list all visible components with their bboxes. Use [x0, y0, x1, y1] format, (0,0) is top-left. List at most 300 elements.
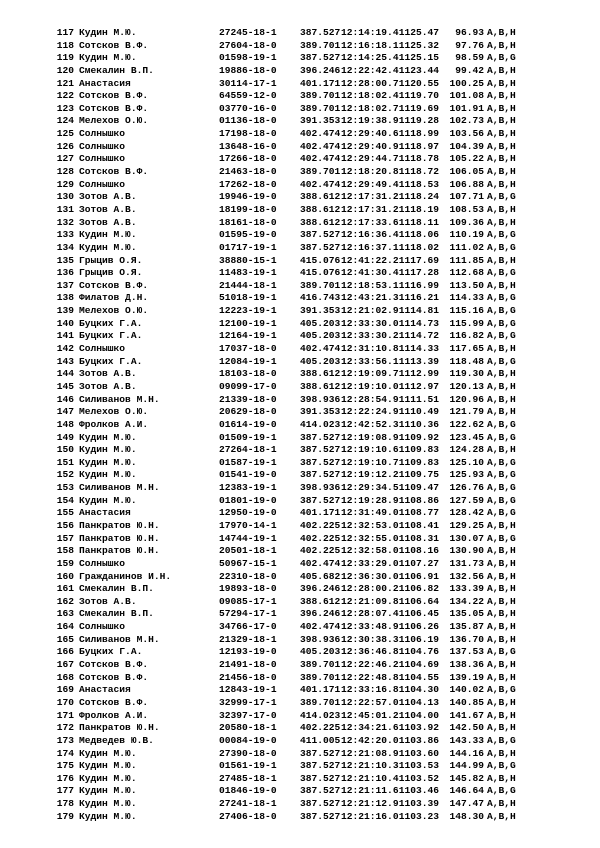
- speed-value: 1116.99: [398, 279, 439, 291]
- participant-name: Гражданинов И.Н.: [79, 570, 172, 582]
- rank-number: 145: [56, 380, 74, 392]
- rank-number: 156: [56, 519, 74, 531]
- table-row: [0, 482, 600, 495]
- coefficient-value: 130.07: [449, 532, 484, 544]
- ring-code: 21491-18-0: [219, 659, 277, 671]
- coefficient-value: 125.93: [449, 469, 484, 481]
- rank-number: 159: [56, 557, 74, 569]
- table-row: [0, 811, 600, 824]
- distance-value: 402.474: [300, 153, 341, 165]
- table-row: [0, 608, 600, 621]
- coefficient-value: 115.99: [449, 317, 484, 329]
- ring-code: 34766-17-0: [219, 621, 277, 633]
- arrival-time: 12:28:00.7: [341, 77, 399, 89]
- coefficient-value: 107.71: [449, 191, 484, 203]
- speed-value: 1103.46: [398, 785, 439, 797]
- arrival-time: 12:41:22.2: [341, 254, 399, 266]
- speed-value: 1103.92: [398, 722, 439, 734]
- speed-value: 1114.33: [398, 343, 439, 355]
- coefficient-value: 116.82: [449, 330, 484, 342]
- distance-value: 389.701: [300, 166, 341, 178]
- ring-code: 18103-18-0: [219, 368, 277, 380]
- coefficient-value: 144.99: [449, 760, 484, 772]
- distance-value: 396.246: [300, 64, 341, 76]
- category-flags: A,B,H: [487, 140, 516, 152]
- table-row: [0, 785, 600, 798]
- category-flags: A,B,H: [487, 747, 516, 759]
- participant-name: Панкратов Ю.Н.: [79, 532, 160, 544]
- coefficient-value: 142.50: [449, 722, 484, 734]
- ring-code: 11483-19-1: [219, 267, 277, 279]
- table-row: [0, 292, 600, 305]
- speed-value: 1103.86: [398, 734, 439, 746]
- arrival-time: 12:21:12.9: [341, 798, 399, 810]
- participant-name: Смекалин В.П.: [79, 583, 154, 595]
- speed-value: 1104.69: [398, 659, 439, 671]
- category-flags: A,B,G: [487, 646, 516, 658]
- speed-value: 1103.52: [398, 772, 439, 784]
- category-flags: A,B,H: [487, 64, 516, 76]
- rank-number: 167: [56, 659, 74, 671]
- arrival-time: 12:34:21.6: [341, 722, 399, 734]
- rank-number: 168: [56, 671, 74, 683]
- category-flags: A,B,G: [487, 191, 516, 203]
- arrival-time: 12:29:44.7: [341, 153, 399, 165]
- table-row: [0, 267, 600, 280]
- ring-code: 19893-18-0: [219, 583, 277, 595]
- category-flags: A,B,G: [487, 317, 516, 329]
- category-flags: A,B,G: [487, 532, 516, 544]
- ring-code: 27485-18-1: [219, 772, 277, 784]
- table-row: [0, 65, 600, 78]
- speed-value: 1108.86: [398, 494, 439, 506]
- ring-code: 51018-19-1: [219, 292, 277, 304]
- distance-value: 387.527: [300, 469, 341, 481]
- distance-value: 389.701: [300, 90, 341, 102]
- table-row: [0, 280, 600, 293]
- category-flags: A,B,H: [487, 557, 516, 569]
- table-row: [0, 735, 600, 748]
- ring-code: 01801-19-0: [219, 494, 277, 506]
- speed-value: 1118.24: [398, 191, 439, 203]
- category-flags: A,B,H: [487, 393, 516, 405]
- table-row: [0, 153, 600, 166]
- category-flags: A,B,H: [487, 570, 516, 582]
- rank-number: 179: [56, 810, 74, 822]
- participant-name: Солнышко: [79, 557, 126, 569]
- arrival-time: 12:28:54.9: [341, 393, 399, 405]
- participant-name: Солнышко: [79, 153, 126, 165]
- coefficient-value: 128.42: [449, 507, 484, 519]
- ring-code: 12164-19-1: [219, 330, 277, 342]
- speed-value: 1118.72: [398, 166, 439, 178]
- rank-number: 166: [56, 646, 74, 658]
- coefficient-value: 141.67: [449, 709, 484, 721]
- category-flags: A,B,H: [487, 621, 516, 633]
- table-row: [0, 115, 600, 128]
- rank-number: 157: [56, 532, 74, 544]
- ring-code: 20629-18-0: [219, 406, 277, 418]
- arrival-time: 12:32:58.0: [341, 545, 399, 557]
- coefficient-value: 134.22: [449, 595, 484, 607]
- speed-value: 1104.55: [398, 671, 439, 683]
- arrival-time: 12:22:46.2: [341, 659, 399, 671]
- participant-name: Грыцив О.Я.: [79, 254, 143, 266]
- table-row: [0, 356, 600, 369]
- rank-number: 147: [56, 406, 74, 418]
- ring-code: 57294-17-1: [219, 608, 277, 620]
- ring-code: 01136-18-0: [219, 115, 277, 127]
- coefficient-value: 114.33: [449, 292, 484, 304]
- rank-number: 164: [56, 621, 74, 633]
- ring-code: 12100-19-1: [219, 317, 277, 329]
- rank-number: 134: [56, 241, 74, 253]
- rank-number: 120: [56, 64, 74, 76]
- distance-value: 387.527: [300, 444, 341, 456]
- coefficient-value: 121.79: [449, 406, 484, 418]
- participant-name: Сотсков В.Ф.: [79, 39, 149, 51]
- speed-value: 1108.31: [398, 532, 439, 544]
- category-flags: A,B,H: [487, 519, 516, 531]
- speed-value: 1103.39: [398, 798, 439, 810]
- speed-value: 1109.83: [398, 456, 439, 468]
- coefficient-value: 127.59: [449, 494, 484, 506]
- category-flags: A,B,G: [487, 456, 516, 468]
- category-flags: A,B,H: [487, 595, 516, 607]
- table-row: [0, 722, 600, 735]
- table-row: [0, 558, 600, 571]
- speed-value: 1106.64: [398, 595, 439, 607]
- ring-code: 18199-18-0: [219, 203, 277, 215]
- coefficient-value: 140.02: [449, 684, 484, 696]
- ring-code: 12950-19-0: [219, 507, 277, 519]
- ring-code: 17970-14-1: [219, 519, 277, 531]
- rank-number: 142: [56, 343, 74, 355]
- speed-value: 1114.72: [398, 330, 439, 342]
- table-row: [0, 343, 600, 356]
- speed-value: 1118.06: [398, 229, 439, 241]
- distance-value: 398.936: [300, 633, 341, 645]
- rank-number: 174: [56, 747, 74, 759]
- speed-value: 1106.26: [398, 621, 439, 633]
- rank-number: 124: [56, 115, 74, 127]
- coefficient-value: 108.53: [449, 203, 484, 215]
- speed-value: 1106.19: [398, 633, 439, 645]
- coefficient-value: 124.28: [449, 444, 484, 456]
- arrival-time: 12:36:30.0: [341, 570, 399, 582]
- table-row: [0, 571, 600, 584]
- rank-number: 158: [56, 545, 74, 557]
- participant-name: Кудин М.Ю.: [79, 494, 137, 506]
- participant-name: Силиванов М.Н.: [79, 482, 160, 494]
- distance-value: 388.612: [300, 368, 341, 380]
- arrival-time: 12:22:48.8: [341, 671, 399, 683]
- table-row: [0, 748, 600, 761]
- coefficient-value: 101.91: [449, 102, 484, 114]
- table-row: [0, 166, 600, 179]
- category-flags: A,B,H: [487, 27, 516, 38]
- category-flags: A,B,H: [487, 254, 516, 266]
- category-flags: A,B,G: [487, 418, 516, 430]
- table-row: [0, 545, 600, 558]
- category-flags: A,B,G: [487, 469, 516, 481]
- speed-value: 1119.69: [398, 102, 439, 114]
- ring-code: 12383-19-1: [219, 482, 277, 494]
- distance-value: 405.203: [300, 330, 341, 342]
- distance-value: 391.353: [300, 115, 341, 127]
- category-flags: A,B,H: [487, 343, 516, 355]
- distance-value: 391.353: [300, 406, 341, 418]
- coefficient-value: 146.64: [449, 785, 484, 797]
- coefficient-value: 129.25: [449, 519, 484, 531]
- rank-number: 173: [56, 734, 74, 746]
- ring-code: 01595-19-0: [219, 229, 277, 241]
- ring-code: 20501-18-1: [219, 545, 277, 557]
- coefficient-value: 132.56: [449, 570, 484, 582]
- coefficient-value: 106.88: [449, 178, 484, 190]
- distance-value: 402.225: [300, 519, 341, 531]
- table-row: [0, 78, 600, 91]
- speed-value: 1118.99: [398, 128, 439, 140]
- speed-value: 1117.69: [398, 254, 439, 266]
- rank-number: 126: [56, 140, 74, 152]
- coefficient-value: 144.16: [449, 747, 484, 759]
- distance-value: 387.527: [300, 785, 341, 797]
- rank-number: 123: [56, 102, 74, 114]
- arrival-time: 12:16:37.1: [341, 241, 399, 253]
- distance-value: 387.527: [300, 241, 341, 253]
- coefficient-value: 119.30: [449, 368, 484, 380]
- category-flags: A,B,H: [487, 380, 516, 392]
- arrival-time: 12:33:56.1: [341, 355, 399, 367]
- coefficient-value: 109.36: [449, 216, 484, 228]
- table-row: [0, 90, 600, 103]
- rank-number: 178: [56, 798, 74, 810]
- category-flags: A,B,G: [487, 482, 516, 494]
- rank-number: 129: [56, 178, 74, 190]
- category-flags: A,B,H: [487, 772, 516, 784]
- rank-number: 152: [56, 469, 74, 481]
- participant-name: Кудин М.Ю.: [79, 52, 137, 64]
- distance-value: 402.474: [300, 140, 341, 152]
- rank-number: 138: [56, 292, 74, 304]
- distance-value: 401.171: [300, 684, 341, 696]
- participant-name: Кудин М.Ю.: [79, 241, 137, 253]
- participant-name: Кудин М.Ю.: [79, 810, 137, 822]
- distance-value: 387.527: [300, 456, 341, 468]
- coefficient-value: 96.93: [455, 27, 484, 38]
- speed-value: 1109.92: [398, 431, 439, 443]
- arrival-time: 12:22:24.9: [341, 406, 399, 418]
- coefficient-value: 111.02: [449, 241, 484, 253]
- table-row: [0, 621, 600, 634]
- participant-name: Анастасия: [79, 507, 131, 519]
- distance-value: 387.527: [300, 760, 341, 772]
- category-flags: A,B,H: [487, 633, 516, 645]
- coefficient-value: 117.65: [449, 343, 484, 355]
- participant-name: Сотсков В.Ф.: [79, 90, 149, 102]
- participant-name: Мелехов О.Ю.: [79, 406, 149, 418]
- rank-number: 143: [56, 355, 74, 367]
- coefficient-value: 148.30: [449, 810, 484, 822]
- speed-value: 1118.78: [398, 153, 439, 165]
- category-flags: A,B,H: [487, 216, 516, 228]
- arrival-time: 12:14:19.4: [341, 27, 399, 38]
- category-flags: A,B,H: [487, 178, 516, 190]
- category-flags: A,B,H: [487, 39, 516, 51]
- participant-name: Фролков А.И.: [79, 709, 149, 721]
- rank-number: 162: [56, 595, 74, 607]
- table-row: [0, 710, 600, 723]
- rank-number: 140: [56, 317, 74, 329]
- distance-value: 387.527: [300, 810, 341, 822]
- coefficient-value: 143.33: [449, 734, 484, 746]
- ring-code: 13648-16-0: [219, 140, 277, 152]
- coefficient-value: 120.13: [449, 380, 484, 392]
- speed-value: 1118.19: [398, 203, 439, 215]
- ring-code: 12223-19-1: [219, 305, 277, 317]
- arrival-time: 12:17:33.6: [341, 216, 399, 228]
- distance-value: 414.023: [300, 709, 341, 721]
- distance-value: 402.474: [300, 621, 341, 633]
- distance-value: 402.225: [300, 722, 341, 734]
- category-flags: A,B,G: [487, 684, 516, 696]
- participant-name: Смекалин В.П.: [79, 64, 154, 76]
- category-flags: A,B,H: [487, 709, 516, 721]
- table-row: [0, 330, 600, 343]
- speed-value: 1118.97: [398, 140, 439, 152]
- distance-value: 387.527: [300, 747, 341, 759]
- table-row: [0, 507, 600, 520]
- arrival-time: 12:29:49.4: [341, 178, 399, 190]
- ring-code: 01614-19-0: [219, 418, 277, 430]
- participant-name: Зотов А.В.: [79, 191, 137, 203]
- participant-name: Панкратов Ю.Н.: [79, 722, 160, 734]
- ring-code: 01717-19-1: [219, 241, 277, 253]
- ring-code: 19886-18-0: [219, 64, 277, 76]
- distance-value: 415.076: [300, 267, 341, 279]
- participant-name: Сотсков В.Ф.: [79, 102, 149, 114]
- participant-name: Кудин М.Ю.: [79, 760, 137, 772]
- arrival-time: 12:18:20.8: [341, 166, 399, 178]
- ring-code: 50967-15-1: [219, 557, 277, 569]
- distance-value: 387.527: [300, 27, 341, 38]
- rank-number: 170: [56, 696, 74, 708]
- table-row: [0, 659, 600, 672]
- ring-code: 09099-17-0: [219, 380, 277, 392]
- speed-value: 1109.83: [398, 444, 439, 456]
- speed-value: 1116.21: [398, 292, 439, 304]
- ring-code: 01561-19-1: [219, 760, 277, 772]
- distance-value: 396.246: [300, 608, 341, 620]
- participant-name: Солнышко: [79, 178, 126, 190]
- arrival-time: 12:18:02.7: [341, 102, 399, 114]
- category-flags: A,B,G: [487, 494, 516, 506]
- speed-value: 1109.47: [398, 482, 439, 494]
- table-row: [0, 305, 600, 318]
- coefficient-value: 115.16: [449, 305, 484, 317]
- participant-name: Панкратов Ю.Н.: [79, 545, 160, 557]
- rank-number: 172: [56, 722, 74, 734]
- distance-value: 414.023: [300, 418, 341, 430]
- rank-number: 121: [56, 77, 74, 89]
- participant-name: Грыцив О.Я.: [79, 267, 143, 279]
- rank-number: 165: [56, 633, 74, 645]
- arrival-time: 12:29:34.5: [341, 482, 399, 494]
- distance-value: 405.203: [300, 317, 341, 329]
- table-row: [0, 697, 600, 710]
- rank-number: 133: [56, 229, 74, 241]
- distance-value: 415.076: [300, 254, 341, 266]
- category-flags: A,B,H: [487, 77, 516, 89]
- arrival-time: 12:19:28.9: [341, 494, 399, 506]
- participant-name: Зотов А.В.: [79, 380, 137, 392]
- coefficient-value: 133.39: [449, 583, 484, 595]
- speed-value: 1114.73: [398, 317, 439, 329]
- arrival-time: 12:18:02.4: [341, 90, 399, 102]
- arrival-time: 12:19:10.6: [341, 444, 399, 456]
- speed-value: 1111.51: [398, 393, 439, 405]
- rank-number: 117: [56, 27, 74, 38]
- category-flags: A,B,H: [487, 406, 516, 418]
- participant-name: Кудин М.Ю.: [79, 444, 137, 456]
- category-flags: A,B,H: [487, 128, 516, 140]
- ring-code: 38880-15-1: [219, 254, 277, 266]
- distance-value: 401.171: [300, 77, 341, 89]
- category-flags: A,B,H: [487, 368, 516, 380]
- table-row: [0, 406, 600, 419]
- ring-code: 18161-18-0: [219, 216, 277, 228]
- participant-name: Кудин М.Ю.: [79, 798, 137, 810]
- arrival-time: 12:29:40.6: [341, 128, 399, 140]
- rank-number: 154: [56, 494, 74, 506]
- participant-name: Мелехов О.Ю.: [79, 115, 149, 127]
- participant-name: Филатов Д.Н.: [79, 292, 149, 304]
- table-row: [0, 646, 600, 659]
- distance-value: 389.701: [300, 39, 341, 51]
- arrival-time: 12:17:31.2: [341, 203, 399, 215]
- category-flags: A,B,G: [487, 355, 516, 367]
- category-flags: A,B,H: [487, 90, 516, 102]
- ring-code: 27406-18-0: [219, 810, 277, 822]
- category-flags: A,B,H: [487, 545, 516, 557]
- ring-code: 03770-16-0: [219, 102, 277, 114]
- arrival-time: 12:31:49.0: [341, 507, 399, 519]
- rank-number: 137: [56, 279, 74, 291]
- ring-code: 21456-18-0: [219, 671, 277, 683]
- rank-number: 122: [56, 90, 74, 102]
- arrival-time: 12:19:09.7: [341, 368, 399, 380]
- table-row: [0, 634, 600, 647]
- table-row: [0, 760, 600, 773]
- ring-code: 17037-18-0: [219, 343, 277, 355]
- participant-name: Кудин М.Ю.: [79, 772, 137, 784]
- table-row: [0, 394, 600, 407]
- participant-name: Солнышко: [79, 128, 126, 140]
- speed-value: 1104.00: [398, 709, 439, 721]
- ring-code: 21463-18-0: [219, 166, 277, 178]
- distance-value: 388.612: [300, 380, 341, 392]
- ring-code: 17262-18-0: [219, 178, 277, 190]
- coefficient-value: 136.70: [449, 633, 484, 645]
- ring-code: 32397-17-0: [219, 709, 277, 721]
- category-flags: A,B,H: [487, 608, 516, 620]
- category-flags: A,B,H: [487, 166, 516, 178]
- speed-value: 1104.76: [398, 646, 439, 658]
- table-row: [0, 432, 600, 445]
- table-row: [0, 242, 600, 255]
- coefficient-value: 113.50: [449, 279, 484, 291]
